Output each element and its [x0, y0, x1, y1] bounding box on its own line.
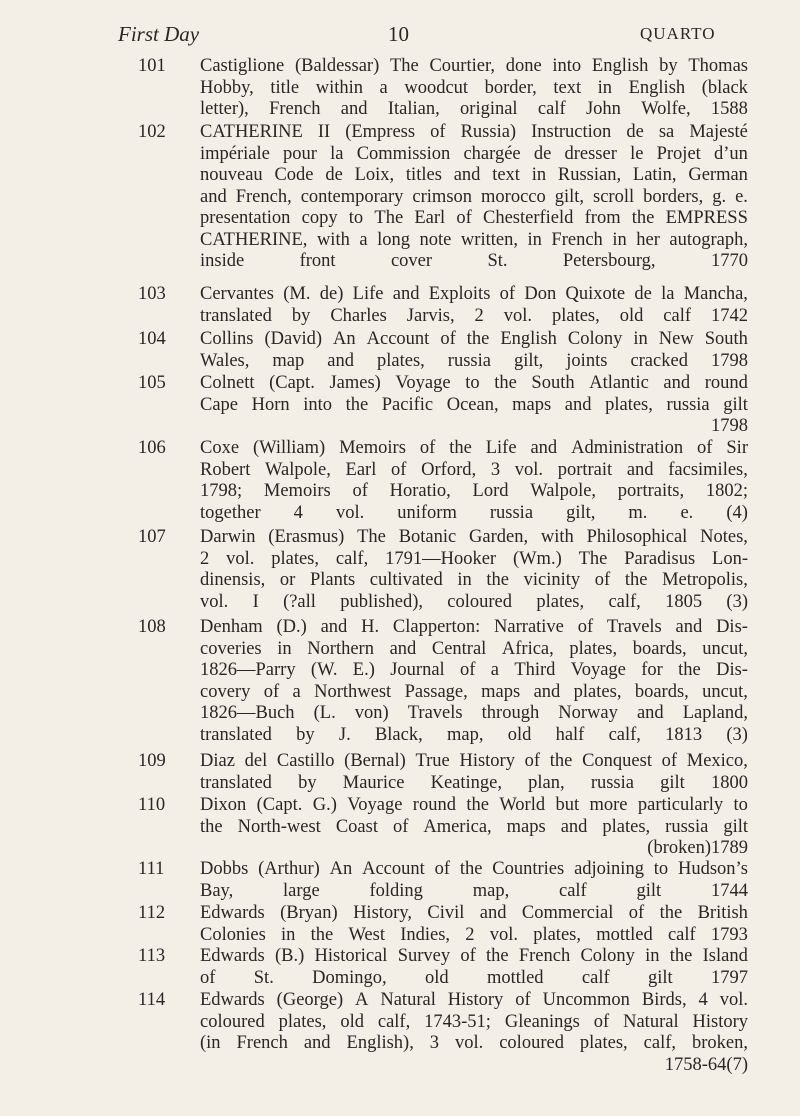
catalogue-entry: [0, 329, 800, 372]
entry-line: covery of a Northwest Passage, maps and plates, boards, uncut,: [200, 681, 748, 702]
catalogue-entry: [0, 122, 800, 273]
entry-line: translated by J. Black, map, old half calf, 1813 (3): [200, 724, 748, 745]
catalogue-entry: [0, 617, 800, 746]
lot-number: 110: [138, 795, 166, 815]
lot-number: 104: [138, 329, 166, 349]
entry-line: Dixon (Capt. G.) Voyage round the World but more particularly to: [200, 795, 748, 815]
lot-number: 113: [138, 946, 166, 966]
lot-number: 111: [138, 859, 165, 879]
catalogue-entry: [0, 946, 800, 989]
entry-line: Colonies in the West Indies, 2 vol. plates, mottled calf 1793: [200, 924, 748, 945]
entry-line: dinensis, or Plants cultivated in the vicinity of the Metropolis,: [200, 570, 748, 590]
header-left: First Day: [118, 22, 200, 46]
entry-line: coveries in Northern and Central Africa, plates, boards, uncut,: [200, 638, 748, 659]
entry-line: Edwards (B.) Historical Survey of the French Colony in the Island: [200, 946, 748, 966]
catalogue-entry: [0, 438, 800, 524]
entry-line: Castiglione (Baldessar) The Courtier, done into English by Thomas: [200, 56, 748, 76]
lot-number: 112: [138, 903, 166, 923]
entry-line: Bay, large folding map, calf gilt 1744: [200, 880, 748, 901]
entry-line: vol. I (?all published), coloured plates, calf, 1805 (3): [200, 591, 748, 612]
entry-line: Cervantes (M. de) Life and Exploits of Don Quixote de la Mancha,: [200, 284, 748, 304]
lot-number: 108: [138, 617, 166, 637]
entry-line: letter), French and Italian, original calf John Wolfe, 1588: [200, 99, 748, 119]
entry-line: impériale pour la Commission chargée de dresser le Projet d’un: [200, 143, 748, 164]
entry-line: CATHERINE, with a long note written, in French in her autograph,: [200, 229, 748, 250]
entry-line: 1798: [711, 416, 748, 436]
entry-line: together 4 vol. uniform russia gilt, m. e. (4): [200, 502, 748, 523]
entry-line: Wales, map and plates, russia gilt, joints cracked 1798: [200, 350, 748, 371]
catalogue-entry: [0, 990, 800, 1076]
entry-line: (broken) 1789: [647, 838, 748, 858]
lot-number: 106: [138, 438, 166, 458]
page-header: [0, 14, 800, 50]
entry-line: 2 vol. plates, calf, 1791—Hooker (Wm.) The Paradisus Lon-: [200, 548, 748, 569]
page-number: 10: [388, 22, 409, 46]
entry-line: 1798; Memoirs of Horatio, Lord Walpole, portraits, 1802;: [200, 481, 748, 501]
entry-line: 1826—Parry (W. E.) Journal of a Third Voyage for the Dis-: [200, 660, 748, 680]
entry-line: translated by Maurice Keatinge, plan, russia gilt 1800: [200, 772, 748, 793]
entry-line: Robert Walpole, Earl of Orford, 3 vol. portrait and facsimiles,: [200, 459, 748, 480]
lot-number: 109: [138, 751, 166, 771]
catalogue-entry: [0, 373, 800, 438]
entry-line: Denham (D.) and H. Clapperton: Narrative of Travels and Dis-: [200, 617, 748, 637]
entry-line: and French, contemporary crimson morocco gilt, scroll borders, g. e.: [200, 186, 748, 207]
lot-number: 102: [138, 122, 166, 142]
entry-line: Cape Horn into the Pacific Ocean, maps and plates, russia gilt: [200, 394, 748, 415]
lot-number: 101: [138, 56, 166, 76]
entry-line: Diaz del Castillo (Bernal) True History of the Conquest of Mexico,: [200, 751, 748, 771]
entry-line: inside front cover St. Petersbourg, 1770: [200, 251, 748, 271]
entry-line: Hobby, title within a woodcut border, text in English (black: [200, 77, 748, 98]
entry-line: Coxe (William) Memoirs of the Life and Administration of Sir: [200, 438, 748, 458]
catalogue-entry: [0, 284, 800, 327]
lot-number: 105: [138, 373, 166, 393]
header-right: QUARTO: [640, 24, 716, 43]
lot-number: 114: [138, 990, 166, 1010]
entry-line: (in French and English), 3 vol. coloured plates, calf, broken,: [200, 1033, 748, 1053]
entry-line: Edwards (Bryan) History, Civil and Commercial of the British: [200, 903, 748, 923]
entry-line: coloured plates, old calf, 1743-51; Gleanings of Natural History: [200, 1011, 748, 1032]
lot-number: 103: [138, 284, 166, 304]
catalogue-entry: [0, 859, 800, 902]
entry-line: Dobbs (Arthur) An Account of the Countries adjoining to Hudson’s: [200, 859, 748, 879]
entry-line: Edwards (George) A Natural History of Uncommon Birds, 4 vol.: [200, 990, 748, 1010]
lot-number: 107: [138, 527, 166, 547]
entry-line: 1826—Buch (L. von) Travels through Norway and Lapland,: [200, 703, 748, 723]
catalogue-entry: [0, 751, 800, 794]
entry-line: 1758-64 (7): [664, 1054, 748, 1075]
entry-line: Collins (David) An Account of the English Colony in New South: [200, 329, 748, 349]
entry-line: Colnett (Capt. James) Voyage to the South Atlantic and round: [200, 373, 748, 393]
catalogue-entry: [0, 795, 800, 860]
entry-line: CATHERINE II (Empress of Russia) Instruction de sa Majesté: [200, 122, 748, 142]
catalogue-entry: [0, 56, 800, 121]
entry-line: presentation copy to The Earl of Chesterfield from the EMPRESS: [200, 208, 748, 228]
entry-line: the North-west Coast of America, maps and plates, russia gilt: [200, 816, 748, 837]
entry-line: nouveau Code de Loix, titles and text in Russian, Latin, German: [200, 165, 748, 185]
entry-line: translated by Charles Jarvis, 2 vol. plates, old calf 1742: [200, 305, 748, 326]
entry-line: of St. Domingo, old mottled calf gilt 1797: [200, 967, 748, 988]
catalogue-entry: [0, 527, 800, 613]
catalogue-entry: [0, 903, 800, 946]
entry-line: Darwin (Erasmus) The Botanic Garden, with Philosophical Notes,: [200, 527, 748, 547]
